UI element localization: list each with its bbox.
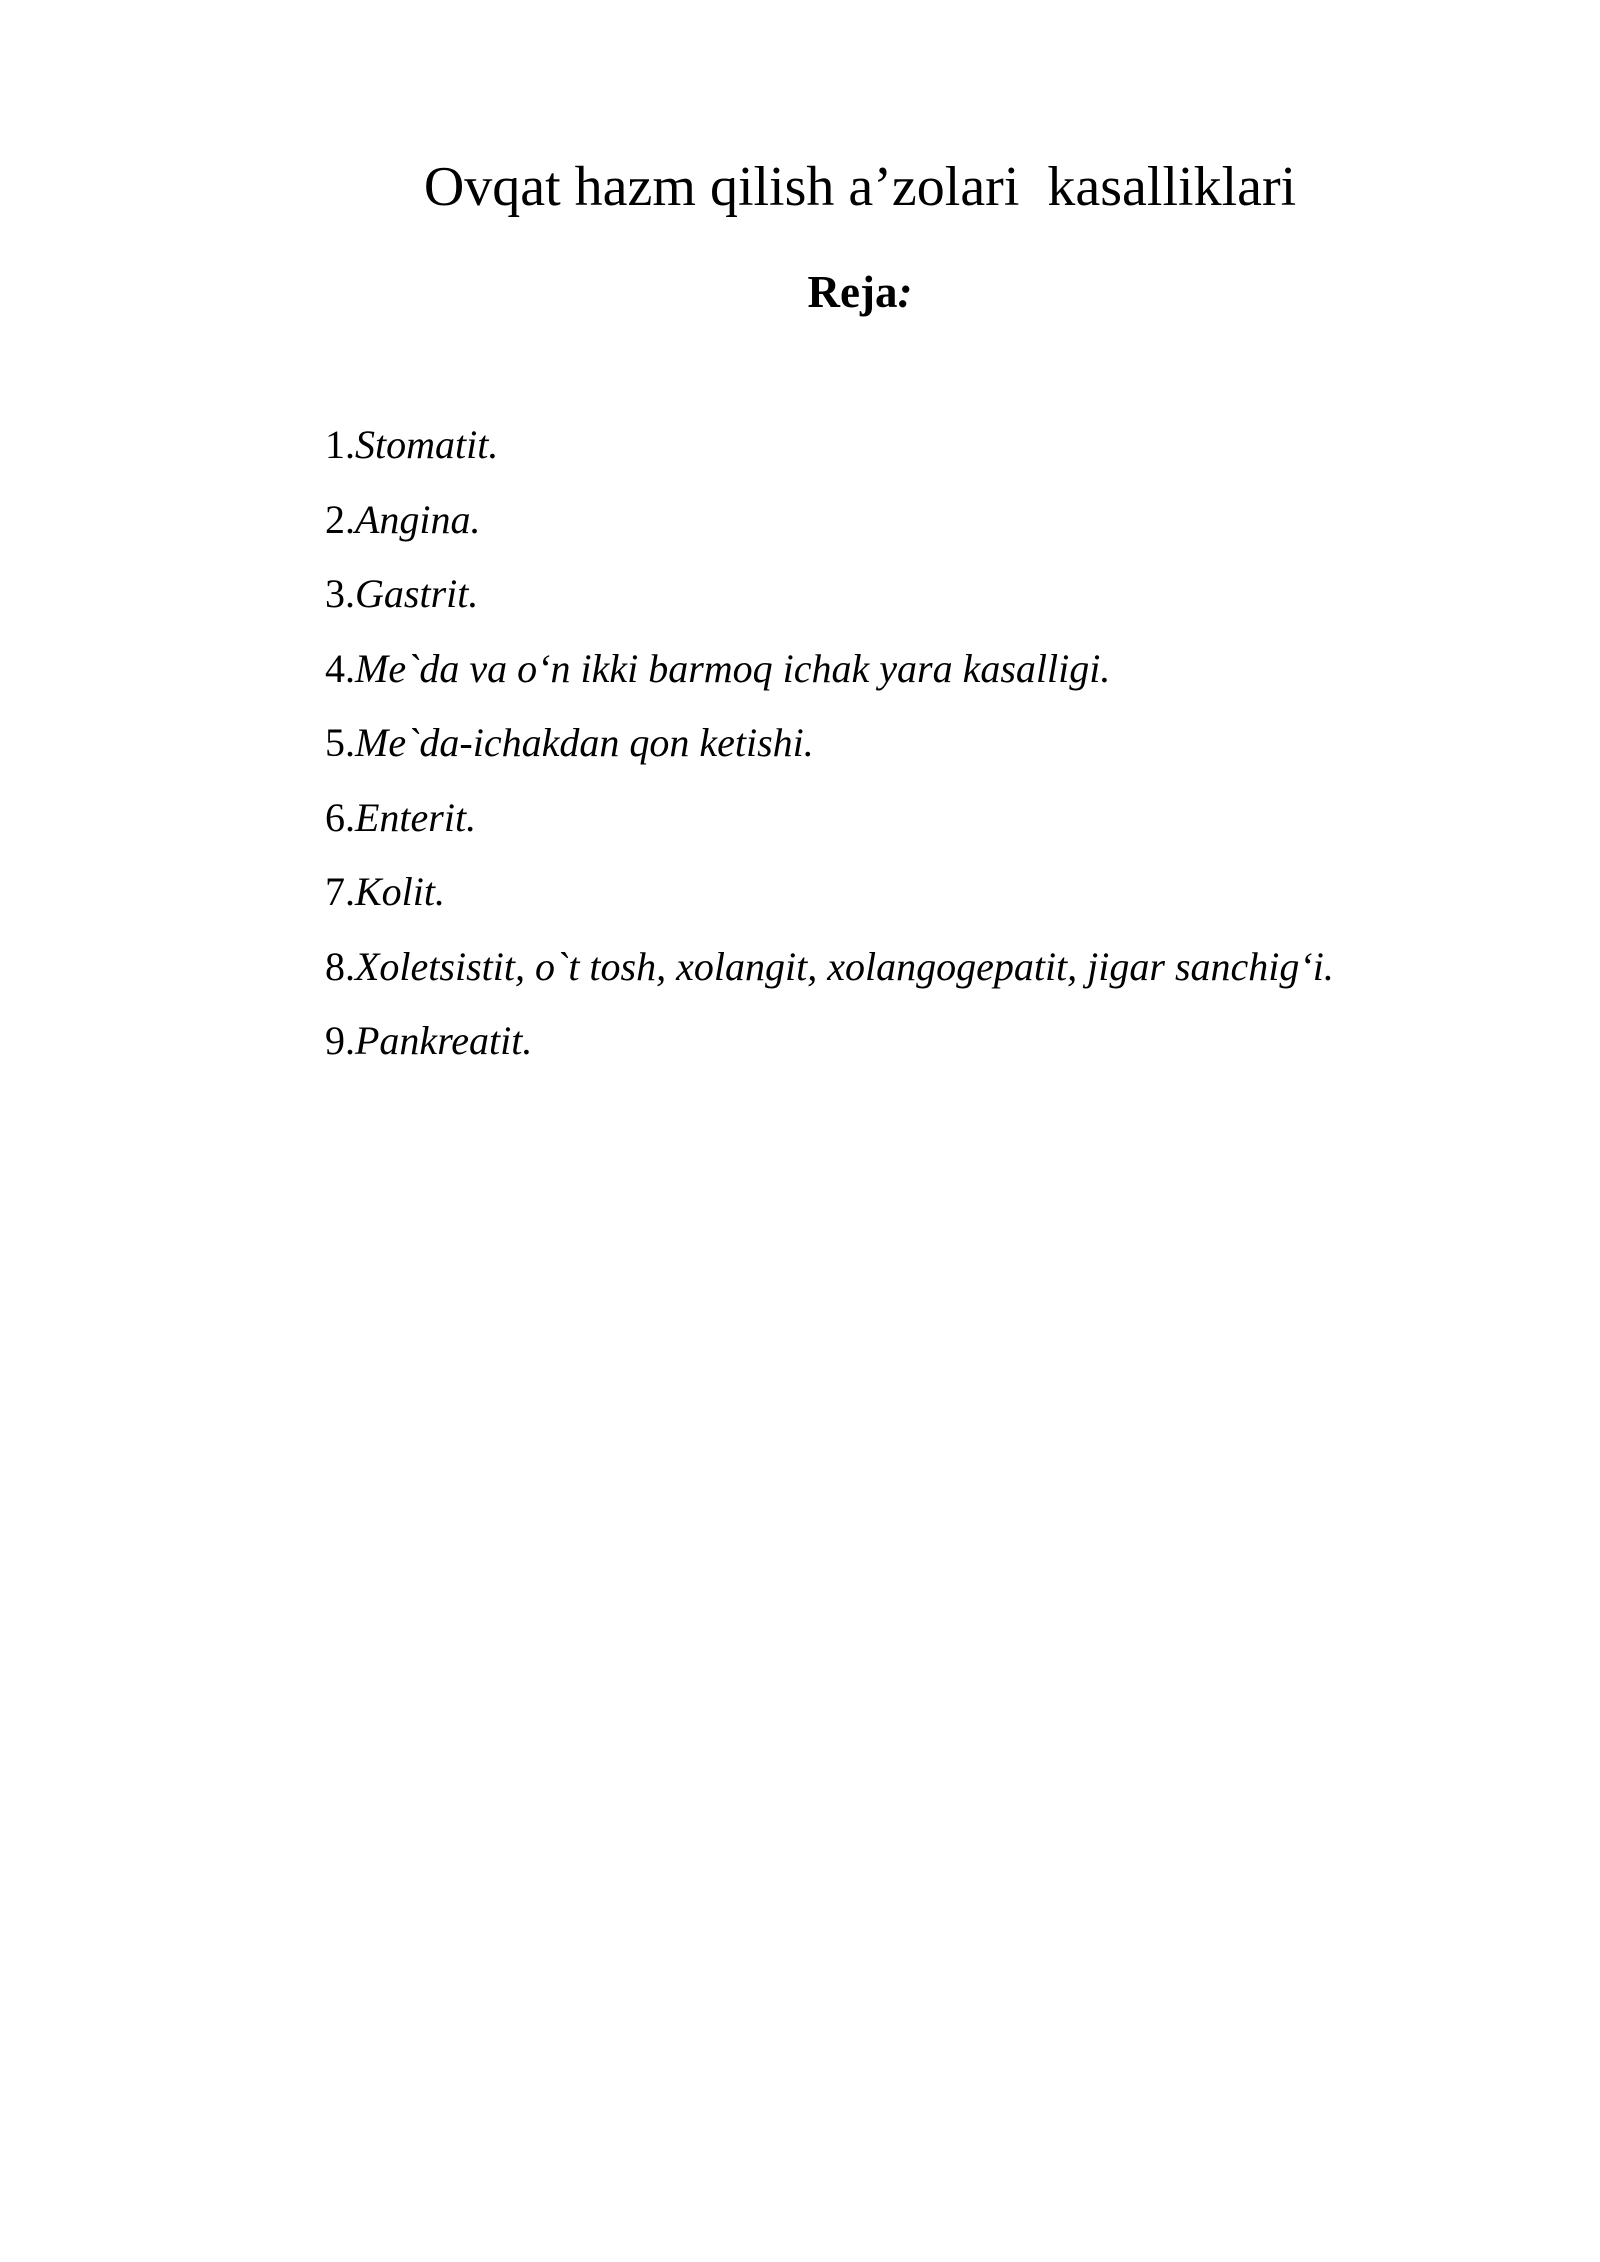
plan-item-number: 7. <box>325 869 355 914</box>
plan-list <box>325 408 1334 1079</box>
plan-item-number: 6. <box>325 794 355 840</box>
plan-item-number: 1. <box>325 422 355 467</box>
plan-item-number: 8. <box>325 943 355 989</box>
plan-item-4 <box>325 632 1334 707</box>
plan-heading-colon: : <box>897 267 913 317</box>
plan-item-number: 9. <box>325 1018 355 1063</box>
plan-item-text: Gastrit. <box>355 571 479 616</box>
plan-item-1 <box>325 408 1334 483</box>
plan-item-9 <box>325 1004 1334 1079</box>
document-title: Ovqat hazm qilish a’zolari kasalliklari <box>423 156 1297 218</box>
plan-item-text: Pankreatit. <box>355 1018 533 1063</box>
plan-item-number: 2. <box>325 496 355 542</box>
plan-item-text: Enterit. <box>355 794 477 840</box>
plan-item-text: Me`da va o‘n ikki barmoq ichak yara kasalligi. <box>355 645 1111 691</box>
plan-item-text: Stomatit. <box>355 422 499 467</box>
plan-item-7 <box>325 855 1334 930</box>
plan-heading <box>0 262 1600 322</box>
plan-item-text: Me`da-ichakdan qon ketishi. <box>355 720 814 765</box>
plan-item-text: Xoletsistit, o`t tosh, xolangit, xolangogepatit, jigar sanchig‘i. <box>355 943 1334 989</box>
plan-item-number: 3. <box>325 571 355 616</box>
plan-item-text: Kolit. <box>355 869 446 914</box>
plan-item-2 <box>325 483 1334 558</box>
plan-item-number: 4. <box>325 645 355 691</box>
plan-item-3 <box>325 557 1334 632</box>
plan-item-text: Angina. <box>355 496 481 542</box>
plan-item-5 <box>325 706 1334 781</box>
plan-heading-label: Reja <box>807 267 898 317</box>
plan-item-number: 5. <box>325 720 355 765</box>
plan-item-6 <box>325 781 1334 856</box>
plan-item-8 <box>325 930 1334 1005</box>
